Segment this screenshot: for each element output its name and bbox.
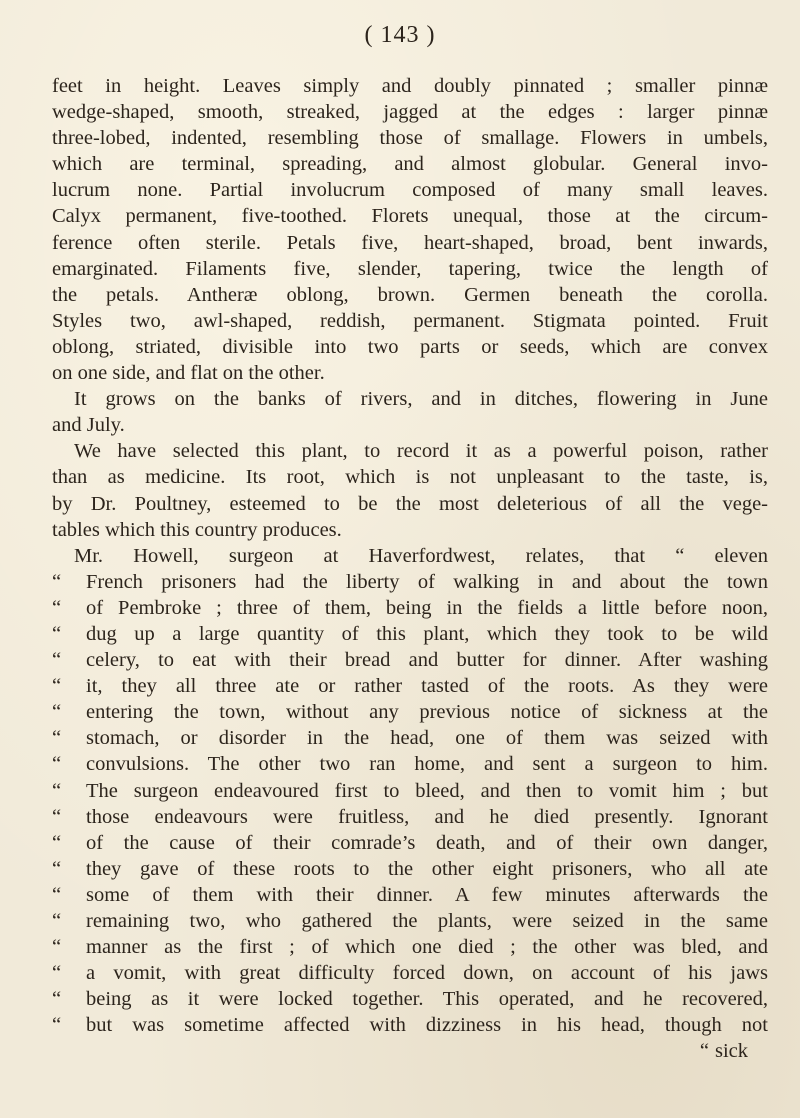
- text-line: [52, 595, 768, 621]
- text-line: [52, 725, 768, 751]
- quote-mark: “: [52, 910, 62, 932]
- text-line: [52, 647, 768, 673]
- text-line: three-lobed, indented, resembling those of smallage. Flowers in umbels,: [52, 127, 768, 150]
- line-text: manner as the first ; of which one died ; the other was bled, and: [86, 936, 768, 959]
- quote-mark: “: [52, 805, 62, 828]
- text-line: [52, 673, 768, 699]
- quote-mark: “: [52, 753, 62, 776]
- text-line: [52, 804, 768, 830]
- line-text: of Pembroke ; three of them, being in the fields a little before noon,: [86, 596, 768, 619]
- line-text: convulsions. The other two ran home, and sent a surgeon to him.: [86, 753, 768, 776]
- line-text: stomach, or disorder in the head, one of them was seized with: [86, 727, 768, 750]
- quote-mark: “: [52, 857, 62, 880]
- text-line: We have selected this plant, to record it as a powerful poison, rather: [74, 440, 768, 463]
- text-line: on one side, and flat on the other.: [52, 362, 325, 385]
- quote-mark: “: [52, 883, 62, 906]
- text-line: the petals. Antheræ oblong, brown. Germen beneath the corolla.: [52, 283, 768, 306]
- text-line: Mr. Howell, surgeon at Haverfordwest, relates, that “ eleven: [74, 544, 768, 567]
- text-line: and July.: [52, 414, 125, 437]
- quote-mark: “: [699, 1040, 709, 1063]
- quote-mark: “: [52, 622, 62, 645]
- quote-mark: “: [52, 1014, 62, 1037]
- line-text: dug up a large quantity of this plant, which they took to be wild: [86, 622, 768, 645]
- text-line: Calyx permanent, five-toothed. Florets unequal, those at the circum-: [52, 205, 768, 228]
- text-line: Styles two, awl-shaped, reddish, permanent. Stigmata pointed. Fruit: [52, 309, 768, 332]
- quote-mark: “: [52, 570, 62, 593]
- text-line: [52, 830, 768, 856]
- line-text: it, they all three ate or rather tasted of the roots. As they were: [86, 675, 768, 698]
- text-line: It grows on the banks of rivers, and in ditches, flowering in June: [74, 388, 768, 411]
- quote-mark: “: [52, 831, 62, 854]
- quote-mark: “: [52, 936, 62, 959]
- text-line: wedge-shaped, smooth, streaked, jagged at the edges : larger pinnæ: [52, 101, 768, 124]
- line-text: sick: [714, 1040, 748, 1063]
- text-line: [52, 778, 768, 804]
- text-line: oblong, striated, divisible into two parts or seeds, which are convex: [52, 335, 768, 358]
- quote-mark: “: [52, 701, 62, 724]
- line-text: entering the town, without any previous notice of sickness at the: [86, 701, 768, 724]
- line-text: being as it were locked together. This operated, and he recovered,: [86, 988, 768, 1011]
- body-text: [52, 73, 768, 1065]
- text-line: [52, 621, 768, 647]
- text-line: which are terminal, spreading, and almost globular. General invo-: [52, 153, 768, 176]
- line-text: they gave of these roots to the other eight prisoners, who all ate: [86, 857, 768, 880]
- line-text: of the cause of their comrade’s death, and of their own danger,: [86, 831, 768, 854]
- text-line: [52, 986, 768, 1012]
- text-line: feet in height. Leaves simply and doubly pinnated ; smaller pinnæ: [52, 75, 768, 97]
- text-line: [52, 1012, 768, 1038]
- line-text: a vomit, with great difficulty forced down, on account of his jaws: [86, 962, 768, 985]
- text-line: lucrum none. Partial involucrum composed of many small leaves.: [52, 179, 768, 202]
- quote-mark: “: [52, 675, 62, 698]
- text-line: than as medicine. Its root, which is not unpleasant to the taste, is,: [52, 466, 768, 489]
- text-line: [52, 934, 768, 960]
- text-line: emarginated. Filaments five, slender, tapering, twice the length of: [52, 257, 768, 280]
- quote-mark: “: [52, 596, 62, 619]
- text-line: [52, 960, 768, 986]
- quote-mark: “: [52, 779, 62, 802]
- text-line: [52, 569, 768, 595]
- line-text: celery, to eat with their bread and butter for dinner. After washing: [86, 649, 768, 672]
- text-line: ference often sterile. Petals five, heart-shaped, broad, bent inwards,: [52, 231, 768, 254]
- text-line: [52, 1038, 768, 1064]
- quote-mark: “: [52, 727, 62, 750]
- line-text: remaining two, who gathered the plants, were seized in the same: [86, 910, 768, 932]
- line-text: some of them with their dinner. A few minutes afterwards the: [86, 883, 768, 906]
- text-line: [52, 908, 768, 934]
- line-text: The surgeon endeavoured first to bleed, and then to vomit him ; but: [86, 779, 768, 802]
- text-line: by Dr. Poultney, esteemed to be the most deleterious of all the vege-: [52, 492, 768, 515]
- text-line: [52, 882, 768, 908]
- text-line: tables which this country produces.: [52, 518, 342, 541]
- page-number: ( 143 ): [364, 22, 436, 48]
- line-text: French prisoners had the liberty of walking in and about the town: [86, 570, 768, 593]
- quote-mark: “: [52, 988, 62, 1011]
- line-text: but was sometime affected with dizziness in his head, though not: [86, 1014, 768, 1037]
- quote-mark: “: [52, 649, 62, 672]
- line-text: those endeavours were fruitless, and he died presently. Ignorant: [86, 805, 768, 828]
- quote-mark: “: [52, 962, 62, 985]
- text-line: [52, 751, 768, 777]
- text-line: [52, 856, 768, 882]
- text-line: [52, 699, 768, 725]
